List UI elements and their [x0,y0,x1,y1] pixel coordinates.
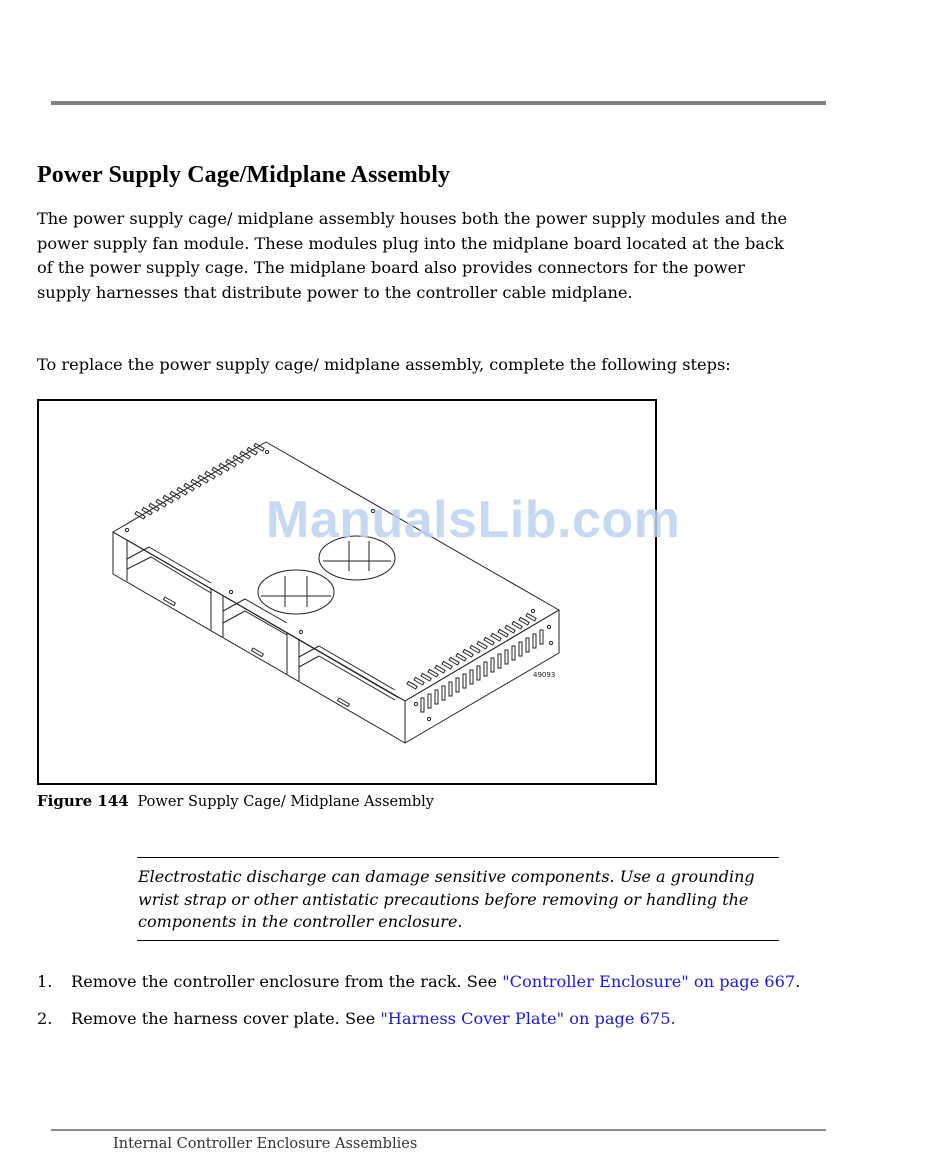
page-footer: Internal Controller Enclosure Assemblies [113,1136,418,1152]
step-text: Remove the harness cover plate. See [71,1009,381,1028]
caution-top-rule [137,857,779,858]
caution-text: Electrostatic discharge can damage sensitive components. Use a grounding wrist strap or other antistatic precautions before removing or handling the components in the controller enclosure. [138,867,755,931]
step-item [37,1009,676,1028]
step-text: Remove the controller enclosure from the rack. See [71,972,503,991]
section-heading: Power Supply Cage/Midplane Assembly [37,162,451,188]
harness-cover-plate-link[interactable]: "Harness Cover Plate" on page 675. [380,1009,676,1028]
part-number-label: 49093 [533,671,556,679]
intro-paragraph: The power supply cage/ midplane assembly houses both the power supply modules and the power supply fan module. These modules plug into the midplane board located at the back of the power supply cage. The midplane board also provides connectors for the power supply harnesses that distribute power to the controller cable midplane. [37,209,788,302]
watermark: ManualsLib.com [266,491,681,549]
cage-top-panel [113,442,559,701]
power-supply-cage-drawing [39,401,655,783]
bottom-rule [51,1129,826,1131]
figure-caption-text: Power Supply Cage/ Midplane Assembly [137,794,434,810]
figure-label: Figure 144 [37,792,129,810]
caution-bottom-rule [137,940,779,941]
step-number: 2. [37,1009,53,1028]
top-rule [51,101,826,105]
step-item [37,972,800,991]
controller-enclosure-link[interactable]: "Controller Enclosure" on page 667 [502,972,796,991]
figure-caption [37,792,434,810]
step-trailing: . [795,972,801,991]
figure-frame [37,399,657,785]
procedure-lead: To replace the power supply cage/ midplane assembly, complete the following steps: [37,355,731,374]
fan-opening-1 [258,570,334,614]
step-number: 1. [37,972,53,991]
cage-front-face [113,532,405,743]
